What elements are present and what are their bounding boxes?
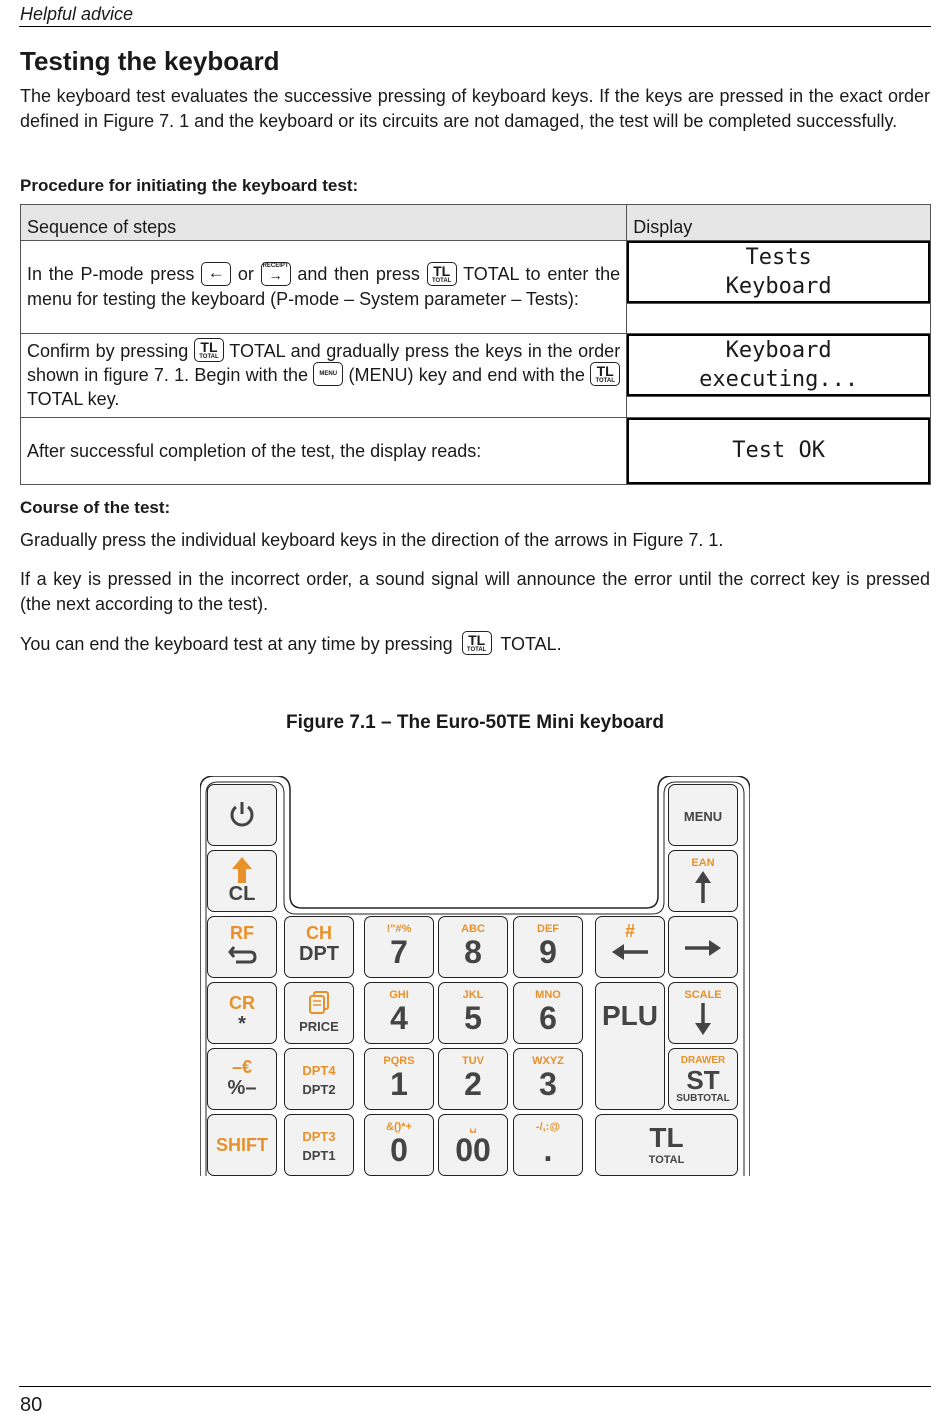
menu-key-label: MENU	[683, 809, 723, 824]
lcd-display	[627, 418, 930, 484]
step-cell	[21, 241, 627, 334]
key-7[interactable]	[364, 916, 434, 978]
total-key-icon	[590, 362, 620, 386]
key-8-letters: ABC	[461, 923, 485, 935]
display-cell	[627, 418, 931, 485]
hash-key-label: #	[624, 921, 635, 941]
key-dot-symbols: -/,:@	[535, 1121, 561, 1133]
key-6-letters: MNO	[535, 989, 561, 1001]
clear-key[interactable]	[207, 850, 277, 912]
up-arrow-icon	[692, 869, 714, 903]
clear-key-label: CL	[228, 883, 256, 905]
running-header: Helpful advice	[20, 4, 134, 24]
col-steps-header: Sequence of steps	[21, 205, 627, 241]
figure-caption: Figure 7.1 – The Euro-50TE Mini keyboard	[286, 712, 664, 733]
key-4-letters: GHI	[389, 989, 409, 1001]
key-3-digit: 3	[539, 1066, 557, 1102]
step-text: TOTAL and gradually press the keys in the order shown in figure 7. 1. Begin with the	[27, 340, 621, 385]
step-text: and then press	[297, 264, 420, 285]
total-key-main-label: TL	[649, 1122, 684, 1153]
shift-key-label: SHIFT	[216, 1135, 268, 1155]
dpt4-key-label: DPT4	[302, 1063, 336, 1078]
dpt4-key[interactable]	[284, 1048, 354, 1110]
key-9-digit: 9	[539, 934, 557, 970]
key-1-letters: PQRS	[383, 1055, 415, 1067]
total-icon-label: TOTAL	[595, 378, 615, 385]
right-key[interactable]	[668, 916, 738, 978]
key-00-space: ␣	[469, 1121, 477, 1133]
step-text: or	[237, 264, 254, 285]
return-arrow-icon	[226, 943, 258, 965]
footer-rule	[19, 1386, 931, 1387]
key-2-letters: TUV	[462, 1055, 484, 1067]
table-row	[21, 241, 931, 334]
receipt-key-icon: RECEIPT →	[261, 262, 291, 286]
up-arrow-icon	[232, 857, 252, 883]
key-9[interactable]	[513, 916, 583, 978]
credit-key-label: CR	[229, 993, 255, 1013]
menu-icon-label: MENU	[319, 371, 338, 378]
lcd-display	[627, 334, 930, 396]
up-key[interactable]	[668, 850, 738, 912]
page-title: Testing the keyboard	[20, 46, 280, 76]
total-key[interactable]	[595, 1114, 738, 1176]
power-icon	[227, 799, 257, 829]
total-key-icon	[427, 262, 457, 286]
key-6[interactable]	[513, 982, 583, 1044]
table-row	[21, 334, 931, 418]
dpt3-key-label: DPT3	[302, 1129, 336, 1144]
drawer-key-label: DRAWER	[680, 1055, 726, 1066]
tl-icon-label: TL	[468, 632, 486, 649]
keyboard-figure	[200, 776, 750, 1176]
step-text: In the P-mode press	[27, 264, 195, 285]
course-text: TOTAL.	[500, 634, 562, 654]
key-3[interactable]	[513, 1048, 583, 1110]
dpt3-key[interactable]	[284, 1114, 354, 1176]
refund-key[interactable]	[207, 916, 277, 978]
price-key[interactable]	[284, 982, 354, 1044]
key-1-digit: 1	[390, 1066, 408, 1102]
lcd-spacer	[627, 303, 930, 333]
key-9-letters: DEF	[537, 923, 559, 935]
total-key-icon	[462, 631, 492, 655]
key-00[interactable]	[438, 1114, 508, 1176]
dpt-key-label: DPT	[299, 943, 339, 965]
key-dot-digit: .	[543, 1132, 553, 1168]
key-0[interactable]	[364, 1114, 434, 1176]
lcd-spacer	[627, 396, 930, 417]
header-rule	[19, 26, 931, 27]
key-6-digit: 6	[539, 1000, 557, 1036]
step-cell: After successful completion of the test, the display reads:	[21, 418, 627, 485]
plu-key[interactable]	[595, 982, 665, 1110]
course-heading: Course of the test:	[20, 498, 171, 517]
page-number: 80	[20, 1394, 43, 1412]
key-4-digit: 4	[390, 1000, 408, 1036]
backspace-key[interactable]	[595, 916, 665, 978]
step-text: TOTAL key.	[27, 389, 120, 410]
price-key-label: PRICE	[299, 1019, 339, 1034]
power-key[interactable]	[207, 784, 277, 846]
lcd-line: Test OK	[732, 438, 825, 463]
st-key-label: ST	[686, 1065, 720, 1095]
procedure-heading: Procedure for initiating the keyboard test:	[20, 176, 359, 195]
change-key-label: CH	[306, 923, 332, 943]
dpt2-key-label: DPT2	[302, 1082, 336, 1097]
key-7-digit: 7	[390, 934, 408, 970]
total-key-icon	[194, 338, 224, 362]
multiply-key-label: *	[238, 1013, 246, 1035]
lcd-line: Tests	[745, 245, 812, 270]
key-8-digit: 8	[464, 934, 482, 970]
display-cell	[627, 334, 931, 418]
step-cell	[21, 334, 627, 418]
key-7-letters: !"#%	[386, 923, 412, 935]
steps-table	[20, 204, 931, 485]
back-arrow-key-icon: ←	[201, 262, 231, 286]
course-text: You can end the keyboard test at any time by pressing	[20, 634, 453, 654]
key-dot[interactable]	[513, 1114, 583, 1176]
euro-discount-label: –€	[231, 1057, 253, 1077]
key-5[interactable]	[438, 982, 508, 1044]
percent-discount-label: %–	[227, 1077, 257, 1099]
right-arrow-icon	[683, 937, 723, 959]
discount-key[interactable]	[207, 1048, 277, 1110]
ean-key-label: EAN	[691, 857, 715, 869]
step-text: TOTAL to enter the menu for testing the keyboard (P-mode – System parameter – Tests):	[27, 264, 621, 309]
scale-key-label: SCALE	[684, 989, 722, 1001]
step-text: (MENU) key and end with the	[348, 365, 585, 385]
key-5-letters: JKL	[462, 989, 484, 1001]
tl-icon-label: TL	[433, 262, 451, 279]
credit-key[interactable]	[207, 982, 277, 1044]
key-1[interactable]	[364, 1048, 434, 1110]
course-paragraph-1: Gradually press the individual keyboard keys in the direction of the arrows in Figure 7. 1.	[20, 530, 724, 550]
key-5-digit: 5	[464, 1000, 482, 1036]
receipt-icon-label: RECEIPT	[262, 262, 289, 269]
total-icon-label: TOTAL	[431, 277, 452, 284]
total-icon-label: TOTAL	[466, 647, 487, 654]
key-0-digit: 0	[390, 1132, 408, 1168]
shift-key[interactable]	[207, 1114, 277, 1176]
down-arrow-icon	[692, 1001, 714, 1037]
menu-key-icon	[313, 362, 343, 386]
table-row	[21, 418, 931, 485]
subtotal-key[interactable]	[668, 1048, 738, 1110]
intro-paragraph: The keyboard test evaluates the successive pressing of keyboard keys. If the keys are pressed in the exact order defined in Figure 7. 1 and the keyboard or its circuits are not damaged, the test will be completed successfully.	[20, 86, 930, 131]
key-2[interactable]	[438, 1048, 508, 1110]
lcd-display	[627, 241, 930, 303]
menu-key[interactable]	[668, 784, 738, 846]
lcd-line: Keyboard	[725, 274, 832, 299]
receipt-copy-icon	[308, 991, 330, 1015]
key-2-digit: 2	[464, 1066, 482, 1102]
subtotal-key-label: SUBTOTAL	[676, 1093, 730, 1104]
display-cell	[627, 241, 931, 334]
step-text: Confirm by pressing	[27, 340, 189, 361]
key-8[interactable]	[438, 916, 508, 978]
refund-key-label: RF	[230, 923, 254, 943]
key-3-letters: WXYZ	[532, 1055, 564, 1067]
dpt-key[interactable]	[284, 916, 354, 978]
total-icon-label: TOTAL	[199, 354, 219, 360]
left-arrow-icon	[610, 941, 650, 963]
key-00-digit: 00	[455, 1132, 491, 1168]
scale-key[interactable]	[668, 982, 738, 1044]
key-4[interactable]	[364, 982, 434, 1044]
dpt1-key-label: DPT1	[302, 1148, 336, 1163]
tl-icon-label: TL	[596, 363, 614, 380]
total-key-sub-label: TOTAL	[648, 1154, 685, 1166]
col-display-header: Display	[627, 205, 931, 241]
lcd-line: Keyboard	[725, 338, 832, 363]
lcd-line: executing...	[699, 367, 859, 392]
tl-icon-label: TL	[200, 339, 218, 355]
key-0-symbols: &()*+	[386, 1121, 412, 1133]
course-paragraph-3	[20, 632, 930, 657]
table-header-row	[21, 205, 931, 241]
plu-key-label: PLU	[602, 1000, 658, 1031]
course-paragraph-2: If a key is pressed in the incorrect order, a sound signal will announce the error until the correct key is pressed (the next according to the test).	[20, 569, 930, 614]
